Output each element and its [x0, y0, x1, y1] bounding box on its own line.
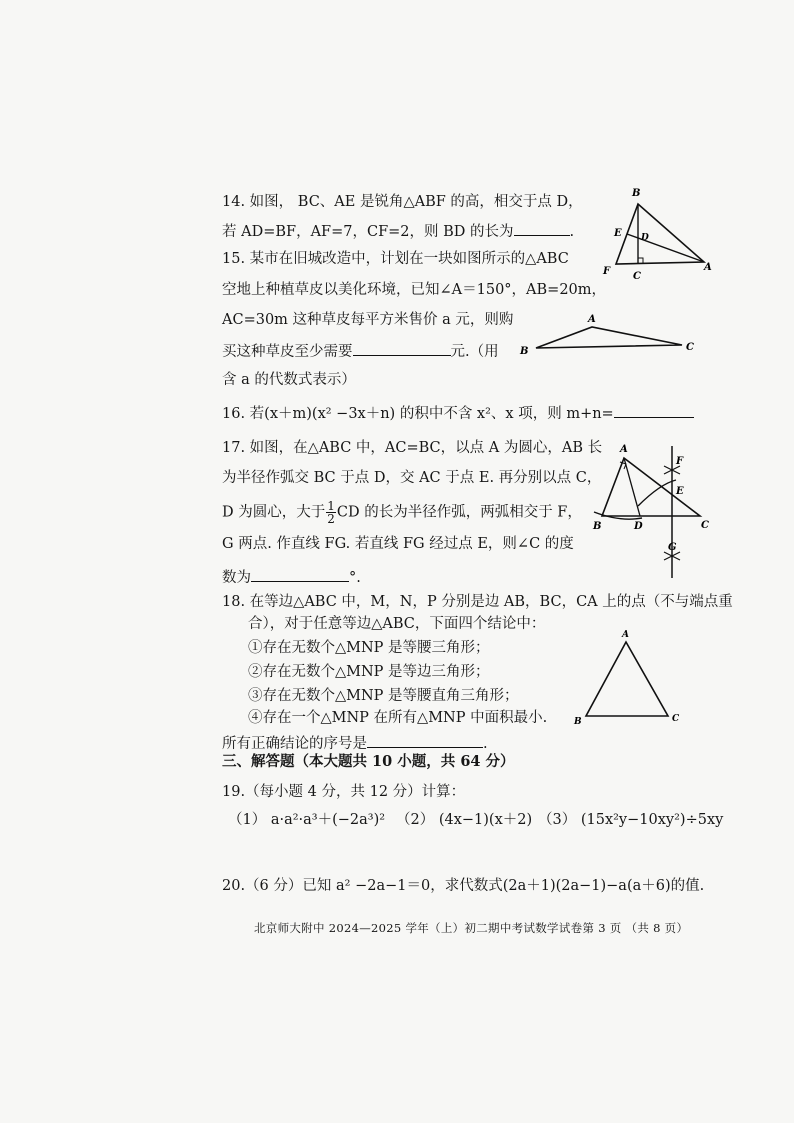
q17-answer-blank[interactable] — [251, 566, 349, 582]
figure-18 — [570, 628, 690, 728]
q19-part-1: （1） a·a²·a³＋(−2a³)² — [228, 812, 386, 828]
q15-line5: 含 a 的代数式表示） — [222, 372, 356, 388]
q18-line2: 合），对于任意等边△ABC，下面四个结论中： — [248, 616, 546, 632]
fig17-label-F: F — [676, 456, 684, 467]
q17-line2: 为半径作弧交 BC 于点 D，交 AC 于点 E. 再分别以点 C， — [222, 470, 602, 486]
fig17-label-B: B — [593, 521, 602, 532]
q14-line2-end: . — [569, 224, 575, 240]
fig14-label-D: D — [641, 233, 649, 243]
q17-fraction — [326, 500, 336, 525]
q18-ask — [222, 732, 488, 754]
q15-answer-blank[interactable] — [353, 340, 451, 356]
q15-line4-start: 买这种草皮至少需要 — [222, 344, 353, 360]
figure-15 — [516, 312, 706, 356]
q20-text: 20.（6 分）已知 a² −2a−1＝0，求代数式(2a＋1)(2a−1)−a(a＋6)的值. — [222, 878, 705, 894]
fig14-label-E: E — [614, 228, 622, 239]
q14-line2-text: 若 AD=BF，AF=7，CF=2，则 BD 的长为 — [222, 224, 514, 240]
q18-option-3: ③存在无数个△MNP 是等腰直角三角形； — [248, 688, 519, 704]
q17-line5-end: °. — [349, 570, 361, 586]
fig14-label-F: F — [603, 266, 611, 277]
fig17-label-G: G — [668, 542, 677, 553]
q18-option-4: ④存在一个△MNP 在所有△MNP 中面积最小. — [248, 710, 548, 726]
q17-line1: 17. 如图，在△ABC 中，AC=BC，以点 A 为圆心，AB 长 — [222, 440, 603, 456]
q16-answer-blank[interactable] — [614, 402, 694, 418]
fig17-label-D: D — [634, 521, 643, 532]
q18-ask-end: . — [483, 736, 488, 752]
q17-frac-num: 1 — [327, 499, 335, 513]
q18-ask-start: 所有正确结论的序号是 — [222, 736, 367, 752]
page-footer: 北京师大附中 2024—2025 学年（上）初二期中考试数学试卷第 3 页 （共 8 页） — [254, 921, 689, 935]
q18-answer-blank[interactable] — [367, 732, 483, 748]
q17-line3 — [222, 500, 582, 525]
fig17-label-A: A — [620, 444, 628, 455]
figure-14 — [600, 182, 720, 282]
fig15-label-A: A — [588, 314, 596, 325]
fig17-label-E: E — [676, 486, 684, 497]
q15-line4-end: 元.（用 — [450, 344, 499, 360]
q17-line3-start: D 为圆心，大于 — [222, 504, 326, 521]
q17-line3-end: CD 的长为半径作弧，两弧相交于 F， — [336, 504, 582, 521]
q17-line4: G 两点. 作直线 FG. 若直线 FG 经过点 E，则∠C 的度 — [222, 536, 574, 552]
fig14-label-B: B — [632, 188, 641, 199]
q19-head: 19.（每小题 4 分，共 12 分）计算： — [222, 784, 466, 800]
figure-17 — [590, 440, 720, 582]
q16-line — [222, 402, 694, 424]
fig14-label-A: A — [704, 262, 712, 273]
q14-line2 — [222, 220, 574, 242]
q18-line1: 18. 在等边△ABC 中，M，N，P 分别是边 AB，BC，CA 上的点（不与端点重 — [222, 594, 733, 610]
q17-frac-den: 2 — [327, 512, 335, 526]
q14-line1: 14. 如图， BC、AE 是锐角△ABF 的高，相交于点 D， — [222, 194, 583, 210]
section-3-title: 三、解答题（本大题共 10 小题，共 64 分） — [222, 753, 515, 770]
fig18-label-A: A — [622, 630, 629, 640]
fig17-label-C: C — [701, 520, 709, 531]
q15-line1: 15. 某市在旧城改造中，计划在一块如图所示的△ABC — [222, 251, 569, 267]
q19-part-2: （2） (4x−1)(x＋2) — [396, 812, 533, 828]
q15-line4 — [222, 340, 499, 362]
q19-part-3: （3） (15x²y−10xy²)÷5xy — [538, 812, 724, 828]
q17-line5 — [222, 566, 361, 588]
q16-text: 16. 若(x＋m)(x² −3x＋n) 的积中不含 x²、x 项，则 m+n= — [222, 406, 614, 422]
q14-answer-blank[interactable] — [514, 220, 570, 236]
q15-line2: 空地上种植草皮以美化环境，已知∠A＝150°，AB=20m， — [222, 282, 607, 298]
fig18-label-B: B — [574, 717, 582, 727]
q18-option-1: ①存在无数个△MNP 是等腰三角形； — [248, 640, 490, 656]
fig18-label-C: C — [672, 714, 680, 724]
q15-line3: AC=30m 这种草皮每平方米售价 a 元，则购 — [222, 312, 514, 328]
fig15-label-C: C — [686, 342, 694, 353]
fig14-label-C: C — [633, 271, 641, 282]
q18-option-2: ②存在无数个△MNP 是等边三角形； — [248, 664, 490, 680]
q17-line5-start: 数为 — [222, 570, 251, 586]
fig15-label-B: B — [520, 346, 529, 357]
